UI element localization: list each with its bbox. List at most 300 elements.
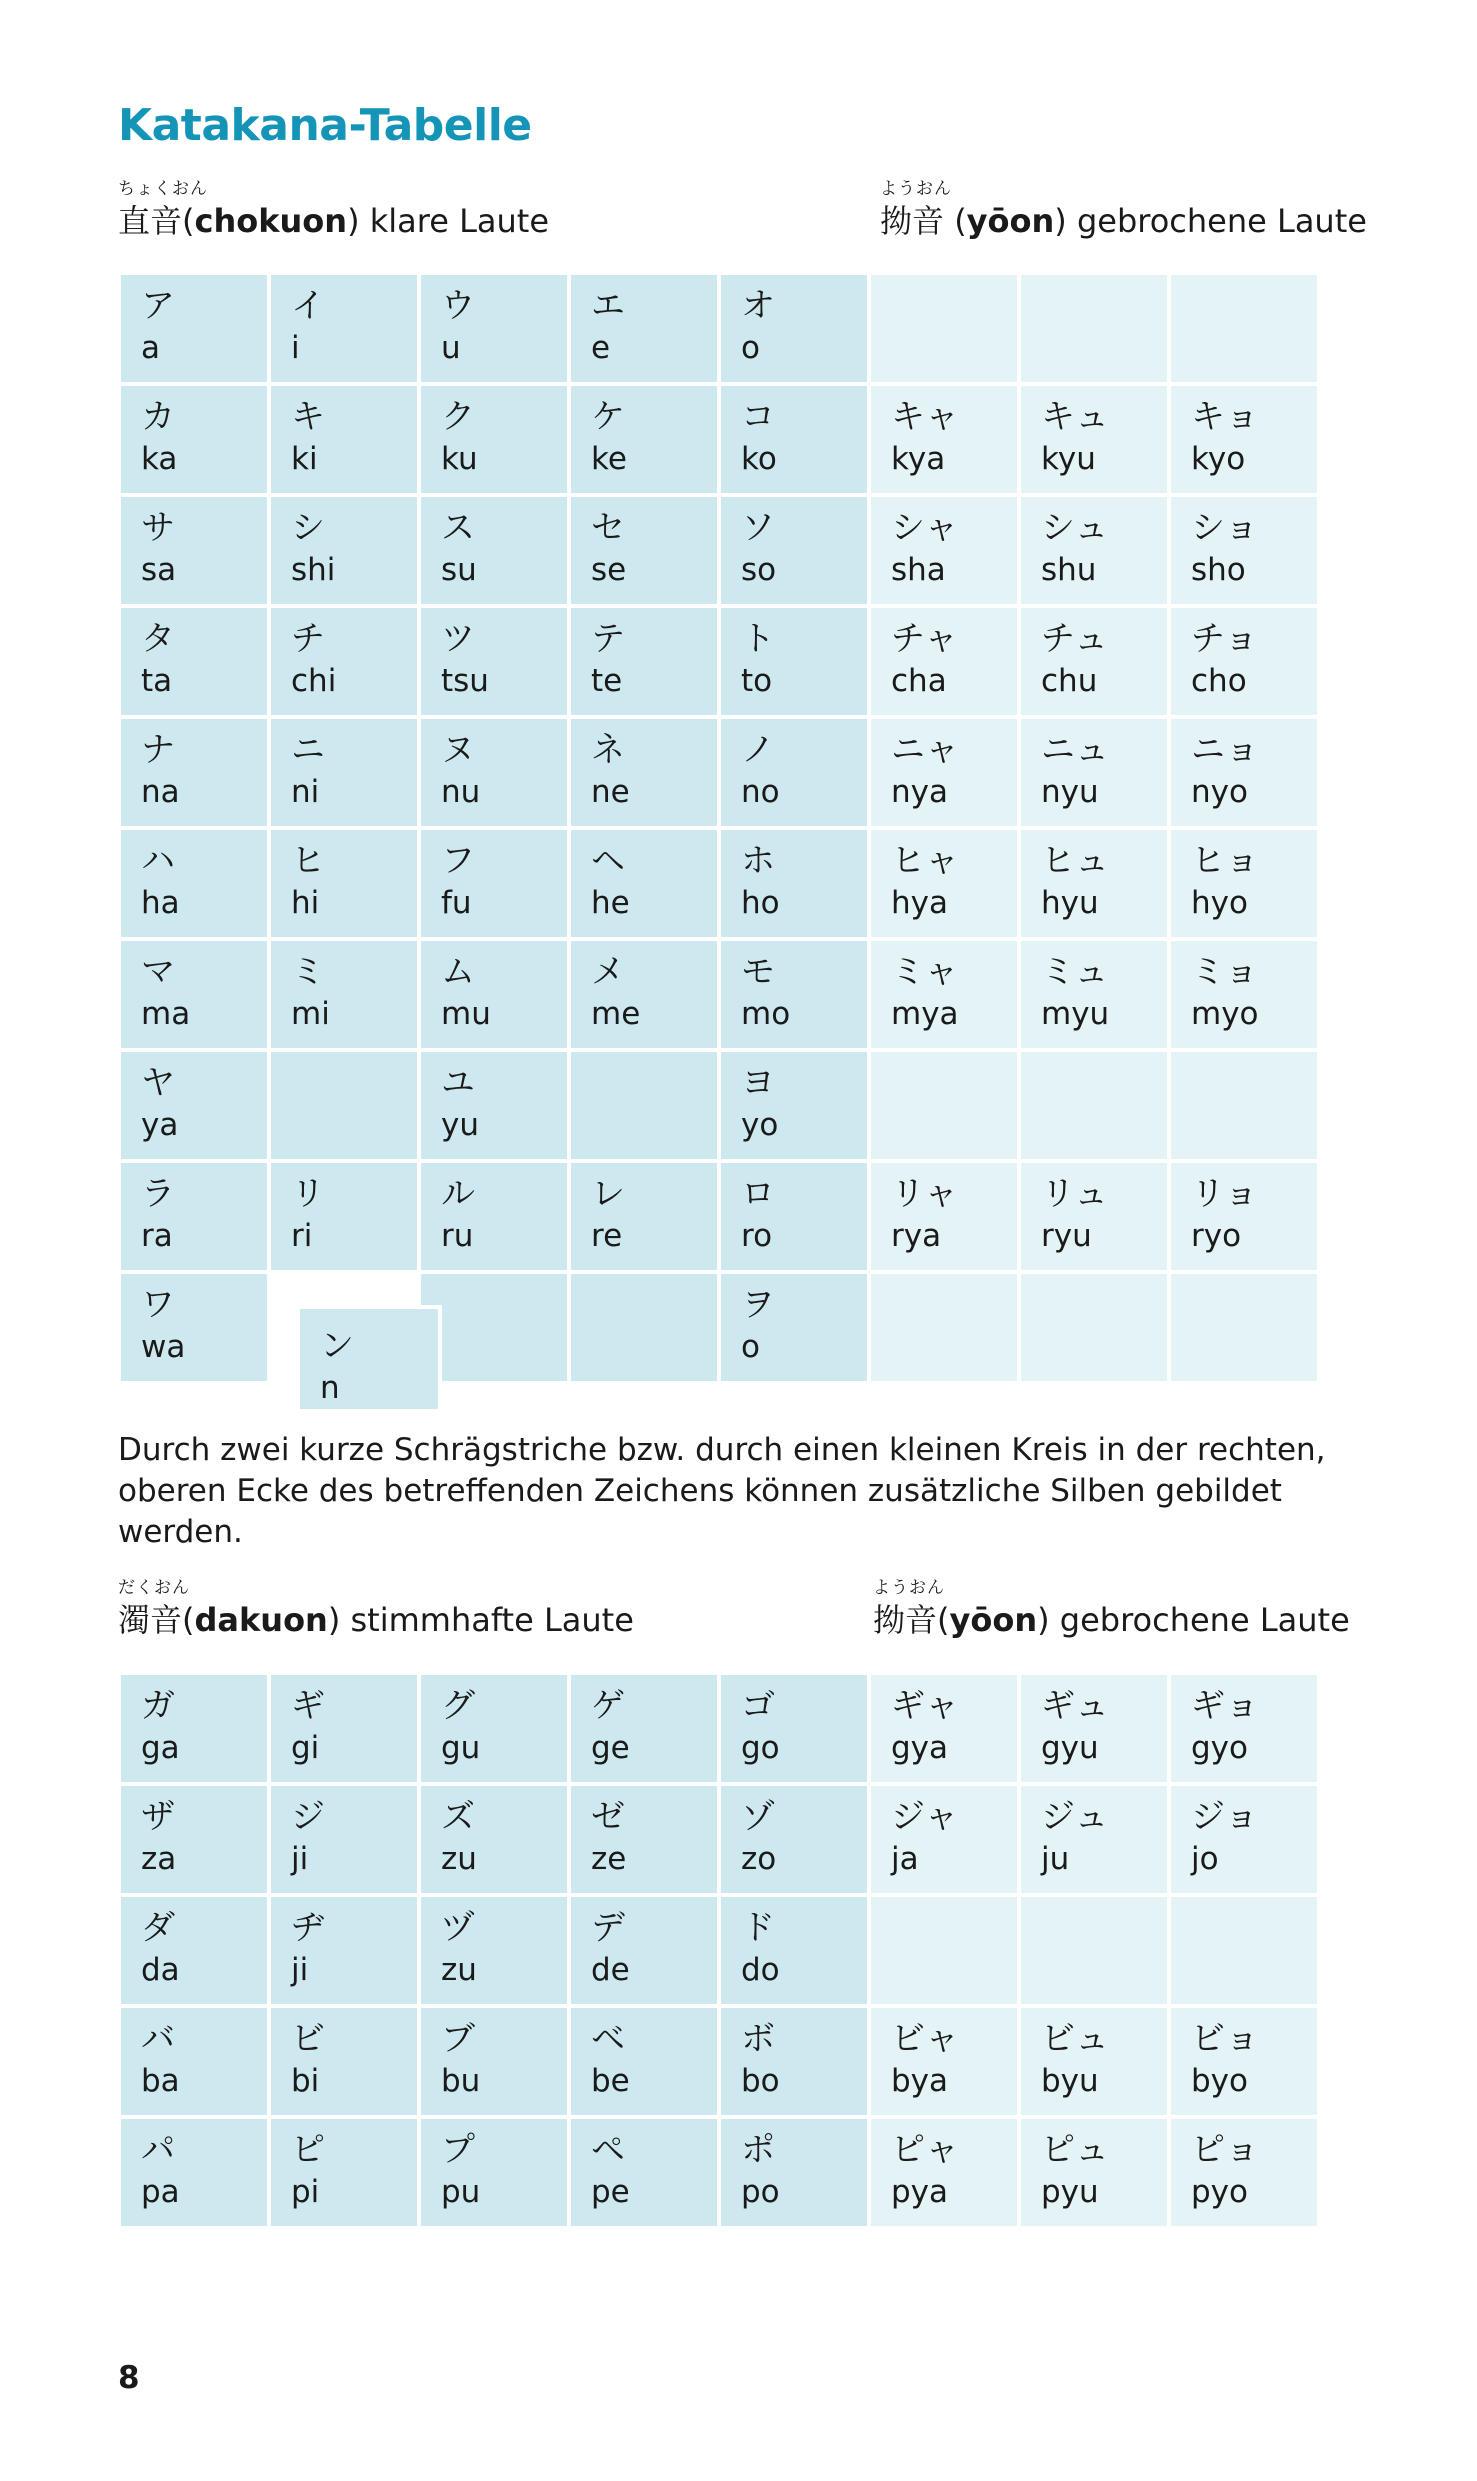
kana-cell	[1171, 830, 1317, 937]
kana-cell	[1171, 386, 1317, 493]
kana-char: マ	[141, 952, 175, 992]
kana-char: ショ	[1191, 508, 1259, 548]
kana-romaji: yo	[741, 1107, 779, 1143]
kana-romaji: pya	[891, 2174, 949, 2210]
kana-char: グ	[441, 1686, 475, 1726]
kana-cell-n	[296, 1305, 442, 1413]
kana-char: ビュ	[1041, 2019, 1109, 2059]
kana-cell	[1171, 2119, 1317, 2226]
kana-romaji: zu	[441, 1841, 477, 1877]
kana-romaji: nu	[441, 774, 481, 810]
kana-cell	[1171, 2008, 1317, 2115]
kana-romaji: bi	[291, 2063, 320, 2099]
kana-char: シャ	[891, 508, 959, 548]
empty-cell	[1021, 1274, 1167, 1381]
kana-romaji: i	[291, 330, 300, 366]
kana-cell	[571, 2119, 717, 2226]
kana-cell	[1021, 497, 1167, 604]
kana-char: キ	[291, 397, 325, 437]
empty-cell	[1021, 1897, 1167, 2004]
kana-romaji: mu	[441, 996, 491, 1032]
heading-yoon	[880, 179, 1367, 240]
empty-cell	[1171, 1052, 1317, 1159]
kana-romaji: e	[591, 330, 611, 366]
heading-term: yōon	[949, 1601, 1038, 1639]
kana-cell	[721, 386, 867, 493]
kana-romaji: u	[441, 330, 461, 366]
table-row	[121, 386, 1317, 493]
kana-romaji: bo	[741, 2063, 780, 2099]
kana-char: ピュ	[1041, 2130, 1109, 2170]
kana-cell	[871, 719, 1017, 826]
kana-char: ン	[320, 1326, 354, 1366]
kana-romaji: byo	[1191, 2063, 1248, 2099]
kana-romaji: ryu	[1041, 1218, 1092, 1254]
kana-char: ボ	[741, 2019, 775, 2059]
kana-cell	[721, 608, 867, 715]
heading-desc: stimmhafte Laute	[340, 1601, 634, 1639]
kana-char: ジュ	[1041, 1797, 1109, 1837]
kana-char: ヂ	[291, 1908, 325, 1948]
kana-char: ピョ	[1191, 2130, 1259, 2170]
kana-cell	[421, 1897, 567, 2004]
kana-romaji: chi	[291, 663, 337, 699]
kana-romaji: ha	[141, 885, 180, 921]
table-row	[121, 2008, 1317, 2115]
kana-char: シュ	[1041, 508, 1109, 548]
kana-cell	[271, 830, 417, 937]
kana-romaji: bu	[441, 2063, 481, 2099]
kana-char: ア	[141, 286, 175, 326]
kana-cell	[1171, 608, 1317, 715]
kana-romaji: no	[741, 774, 780, 810]
kana-romaji: pi	[291, 2174, 320, 2210]
kana-cell	[121, 1786, 267, 1893]
kana-romaji: na	[141, 774, 180, 810]
kana-romaji: ke	[591, 441, 627, 477]
kana-romaji: go	[741, 1730, 780, 1766]
kana-romaji: pe	[591, 2174, 630, 2210]
kana-cell	[721, 1786, 867, 1893]
kana-romaji: ru	[441, 1218, 474, 1254]
kana-romaji: ze	[591, 1841, 627, 1877]
kana-cell	[421, 386, 567, 493]
empty-cell	[871, 1274, 1017, 1381]
heading-desc: gebrochene Laute	[1049, 1601, 1350, 1639]
kana-cell	[121, 2008, 267, 2115]
kana-romaji: mo	[741, 996, 791, 1032]
kana-cell	[421, 1163, 567, 1270]
kana-cell	[571, 2008, 717, 2115]
kana-cell	[571, 1786, 717, 1893]
kana-romaji: o	[741, 1329, 760, 1365]
kana-cell	[721, 1897, 867, 2004]
kana-cell	[421, 2119, 567, 2226]
paren-close: )	[347, 202, 360, 240]
heading-term: dakuon	[194, 1601, 328, 1639]
kana-char: ヒョ	[1191, 841, 1259, 881]
kana-cell	[571, 1163, 717, 1270]
kana-char: ミュ	[1041, 952, 1109, 992]
kana-cell	[571, 497, 717, 604]
kana-romaji: o	[741, 330, 760, 366]
kana-char: ビ	[291, 2019, 325, 2059]
kana-char: ヅ	[441, 1908, 475, 1948]
kana-cell	[271, 1786, 417, 1893]
kana-romaji: ri	[291, 1218, 313, 1254]
kana-char: エ	[591, 286, 625, 326]
kana-char: チ	[291, 619, 325, 659]
kana-cell	[421, 608, 567, 715]
empty-cell	[871, 275, 1017, 382]
kana-char: ニャ	[891, 730, 959, 770]
kana-char: ヒュ	[1041, 841, 1109, 881]
kana-char: セ	[591, 508, 625, 548]
kana-char: ザ	[141, 1797, 175, 1837]
kana-char: ム	[441, 952, 475, 992]
kana-romaji: kyu	[1041, 441, 1096, 477]
kana-cell	[721, 1675, 867, 1782]
kana-romaji: sha	[891, 552, 946, 588]
kana-romaji: ku	[441, 441, 478, 477]
kana-romaji: ji	[291, 1841, 309, 1877]
kana-romaji: fu	[441, 885, 472, 921]
table-row	[121, 1897, 1317, 2004]
kana-char: ケ	[591, 397, 625, 437]
kana-romaji: po	[741, 2174, 780, 2210]
kana-romaji: kyo	[1191, 441, 1246, 477]
kana-romaji: kya	[891, 441, 946, 477]
kana-cell	[271, 941, 417, 1048]
kana-char: バ	[141, 2019, 175, 2059]
table-row	[121, 608, 1317, 715]
kana-cell	[421, 275, 567, 382]
kana-char: ジ	[291, 1797, 325, 1837]
kana-cell	[121, 1052, 267, 1159]
kana-char: ヌ	[441, 730, 475, 770]
table-row	[121, 497, 1317, 604]
kana-romaji: te	[591, 663, 623, 699]
kana-romaji: ji	[291, 1952, 309, 1988]
kana-cell	[1171, 1675, 1317, 1782]
kana-char: ポ	[741, 2130, 775, 2170]
kana-char: ダ	[141, 1908, 175, 1948]
heading-desc: klare Laute	[359, 202, 550, 240]
table-row	[121, 1163, 1317, 1270]
kana-char: イ	[291, 286, 325, 326]
kana-cell	[421, 719, 567, 826]
kana-char: デ	[591, 1908, 625, 1948]
heading-kanji: 直音	[118, 202, 183, 240]
empty-cell	[1171, 1897, 1317, 2004]
kana-char: タ	[141, 619, 175, 659]
kana-romaji: pa	[141, 2174, 180, 2210]
kana-char: オ	[741, 286, 775, 326]
kana-cell	[721, 2008, 867, 2115]
empty-cell	[421, 1274, 567, 1381]
table-row	[121, 275, 1317, 382]
kana-char: ゴ	[741, 1686, 775, 1726]
empty-cell	[1021, 275, 1167, 382]
katakana-dakuon-table	[117, 1671, 1321, 2230]
kana-cell	[271, 1163, 417, 1270]
kana-cell	[721, 719, 867, 826]
kana-char: ク	[441, 397, 475, 437]
kana-romaji: tsu	[441, 663, 489, 699]
kana-romaji: ge	[591, 1730, 630, 1766]
kana-romaji: sa	[141, 552, 177, 588]
kana-romaji: sho	[1191, 552, 1246, 588]
table-row	[121, 719, 1317, 826]
kana-char: モ	[741, 952, 775, 992]
kana-char: キョ	[1191, 397, 1259, 437]
kana-romaji: nyo	[1191, 774, 1248, 810]
kana-cell	[121, 1163, 267, 1270]
kana-cell	[121, 2119, 267, 2226]
kana-cell	[571, 275, 717, 382]
kana-char: ト	[741, 619, 775, 659]
kana-romaji: shi	[291, 552, 336, 588]
kana-char: ホ	[741, 841, 775, 881]
kana-romaji: n	[320, 1370, 340, 1406]
kana-romaji: ma	[141, 996, 191, 1032]
kana-char: ガ	[141, 1686, 175, 1726]
kana-cell	[1021, 1675, 1167, 1782]
kana-char: ギョ	[1191, 1686, 1259, 1726]
furigana: ちょくおん	[118, 179, 208, 199]
kana-cell	[121, 719, 267, 826]
kana-cell	[1021, 608, 1167, 715]
kana-romaji: ne	[591, 774, 630, 810]
furigana: ようおん	[880, 179, 952, 199]
kana-cell	[571, 608, 717, 715]
kana-romaji: be	[591, 2063, 630, 2099]
kana-char: ニョ	[1191, 730, 1259, 770]
kana-romaji: byu	[1041, 2063, 1099, 2099]
kana-char: ペ	[591, 2130, 625, 2170]
kana-cell	[121, 1897, 267, 2004]
kana-cell	[271, 1897, 417, 2004]
kana-char: ル	[441, 1174, 475, 1214]
kana-cell	[421, 1675, 567, 1782]
page-title: Katakana-Tabelle	[118, 100, 532, 151]
kana-romaji: pu	[441, 2174, 481, 2210]
kana-romaji: ra	[141, 1218, 173, 1254]
kana-romaji: cha	[891, 663, 947, 699]
kana-cell	[271, 2119, 417, 2226]
kana-cell	[271, 386, 417, 493]
paren-open: (	[937, 1601, 950, 1639]
kana-cell	[871, 1675, 1017, 1782]
kana-char: カ	[141, 397, 175, 437]
empty-cell	[1171, 1274, 1317, 1381]
kana-cell	[1021, 1163, 1167, 1270]
kana-romaji: zu	[441, 1952, 477, 1988]
kana-romaji: jo	[1191, 1841, 1219, 1877]
kana-char: チュ	[1041, 619, 1108, 659]
kana-romaji: bya	[891, 2063, 949, 2099]
kana-cell	[1171, 941, 1317, 1048]
kana-romaji: a	[141, 330, 160, 366]
kana-char: フ	[441, 841, 475, 881]
kana-char: ピ	[291, 2130, 325, 2170]
kana-char: ブ	[441, 2019, 475, 2059]
kana-char: ド	[741, 1908, 775, 1948]
kana-cell	[271, 608, 417, 715]
kana-char: ゲ	[591, 1686, 625, 1726]
kana-char: キャ	[891, 397, 959, 437]
kana-char: ユ	[441, 1063, 475, 1103]
kana-cell	[121, 941, 267, 1048]
kana-char: チョ	[1191, 619, 1258, 659]
kana-cell	[721, 1163, 867, 1270]
kana-cell	[721, 830, 867, 937]
kana-char: ヘ	[591, 841, 625, 881]
kana-char: ズ	[441, 1797, 475, 1837]
kana-cell	[871, 608, 1017, 715]
paren-close: )	[1054, 202, 1067, 240]
kana-char: ネ	[591, 730, 625, 770]
kana-cell	[571, 386, 717, 493]
kana-cell	[121, 608, 267, 715]
kana-cell	[121, 497, 267, 604]
kana-romaji: hya	[891, 885, 948, 921]
kana-char: ハ	[141, 841, 175, 881]
heading-kanji: 濁音	[118, 1601, 183, 1639]
kana-cell	[571, 941, 717, 1048]
kana-romaji: rya	[891, 1218, 942, 1254]
explanation-paragraph: Durch zwei kurze Schrägstriche bzw. durch einen kleinen Kreis in der rechten, oberen Ecke des betreffenden Zeichens können zusätzliche Silben gebildet werden.	[118, 1432, 1326, 1550]
kana-romaji: ga	[141, 1730, 180, 1766]
kana-char: ゼ	[591, 1797, 625, 1837]
kana-cell	[721, 1274, 867, 1381]
empty-cell	[1171, 275, 1317, 382]
kana-romaji: ryo	[1191, 1218, 1242, 1254]
kana-cell	[1171, 1163, 1317, 1270]
kana-romaji: ya	[141, 1107, 179, 1143]
page-number: 8	[118, 2360, 140, 2396]
heading-desc: gebrochene Laute	[1066, 202, 1367, 240]
kana-romaji: zo	[741, 1841, 777, 1877]
kana-cell	[871, 1163, 1017, 1270]
kana-char: ジャ	[891, 1797, 959, 1837]
kana-char: ギュ	[1041, 1686, 1109, 1726]
kana-cell	[871, 1786, 1017, 1893]
kana-char: ノ	[741, 730, 775, 770]
kana-char: レ	[591, 1174, 625, 1214]
kana-cell	[121, 830, 267, 937]
kana-char: ジョ	[1191, 1797, 1259, 1837]
kana-cell	[421, 1786, 567, 1893]
kana-romaji: za	[141, 1841, 177, 1877]
heading-dakuon	[118, 1578, 634, 1639]
heading-term: chokuon	[194, 202, 348, 240]
kana-cell	[871, 2008, 1017, 2115]
kana-char: ミャ	[891, 952, 959, 992]
kana-romaji: gi	[291, 1730, 320, 1766]
kana-char: ソ	[741, 508, 775, 548]
kana-char: ヲ	[741, 1285, 775, 1325]
kana-cell	[571, 1897, 717, 2004]
kana-romaji: hyu	[1041, 885, 1099, 921]
kana-romaji: ka	[141, 441, 178, 477]
kana-cell	[871, 497, 1017, 604]
empty-cell	[571, 1052, 717, 1159]
kana-char: チャ	[891, 619, 958, 659]
kana-cell	[871, 2119, 1017, 2226]
kana-romaji: ni	[291, 774, 320, 810]
kana-cell	[271, 1675, 417, 1782]
furigana: ようおん	[873, 1578, 945, 1598]
kana-cell	[121, 1274, 267, 1381]
kana-romaji: shu	[1041, 552, 1097, 588]
kana-char: ビョ	[1191, 2019, 1259, 2059]
table-row	[121, 941, 1317, 1048]
kana-cell	[1021, 1786, 1167, 1893]
kana-cell	[421, 497, 567, 604]
kana-cell	[721, 275, 867, 382]
kana-char: ヨ	[741, 1063, 775, 1103]
kana-romaji: yu	[441, 1107, 479, 1143]
kana-cell	[721, 1052, 867, 1159]
empty-cell	[1021, 1052, 1167, 1159]
kana-cell	[1021, 830, 1167, 937]
kana-cell	[721, 2119, 867, 2226]
kana-cell	[271, 275, 417, 382]
kana-cell	[1021, 941, 1167, 1048]
kana-char: パ	[141, 2130, 175, 2170]
kana-romaji: nya	[891, 774, 948, 810]
kana-char: シ	[291, 508, 325, 548]
paren-open: (	[182, 1601, 195, 1639]
kana-cell	[871, 830, 1017, 937]
kana-cell	[571, 830, 717, 937]
heading-chokuon	[118, 179, 550, 240]
kana-char: メ	[591, 952, 625, 992]
empty-cell	[271, 1052, 417, 1159]
kana-romaji: to	[741, 663, 773, 699]
kana-romaji: chu	[1041, 663, 1098, 699]
kana-romaji: ju	[1041, 1841, 1070, 1877]
kana-romaji: myu	[1041, 996, 1110, 1032]
kana-romaji: ho	[741, 885, 780, 921]
kana-cell	[1171, 1786, 1317, 1893]
kana-char: ミ	[291, 952, 325, 992]
katakana-basic-table	[117, 271, 1321, 1385]
kana-cell	[1021, 2008, 1167, 2115]
kana-char: サ	[141, 508, 175, 548]
kana-char: テ	[591, 619, 625, 659]
kana-cell	[271, 719, 417, 826]
table-row	[121, 1786, 1317, 1893]
kana-romaji: gu	[441, 1730, 481, 1766]
kana-char: ギ	[291, 1686, 325, 1726]
kana-char: ビャ	[891, 2019, 959, 2059]
kana-romaji: ko	[741, 441, 777, 477]
empty-cell	[871, 1897, 1017, 2004]
kana-cell	[271, 2008, 417, 2115]
kana-cell	[571, 1675, 717, 1782]
kana-romaji: ba	[141, 2063, 180, 2099]
kana-cell	[1021, 2119, 1167, 2226]
kana-cell	[121, 386, 267, 493]
kana-romaji: mi	[291, 996, 330, 1032]
kana-romaji: wa	[141, 1329, 186, 1365]
kana-cell	[1171, 719, 1317, 826]
heading-term: yōon	[966, 202, 1055, 240]
kana-romaji: su	[441, 552, 477, 588]
furigana: だくおん	[118, 1578, 190, 1598]
